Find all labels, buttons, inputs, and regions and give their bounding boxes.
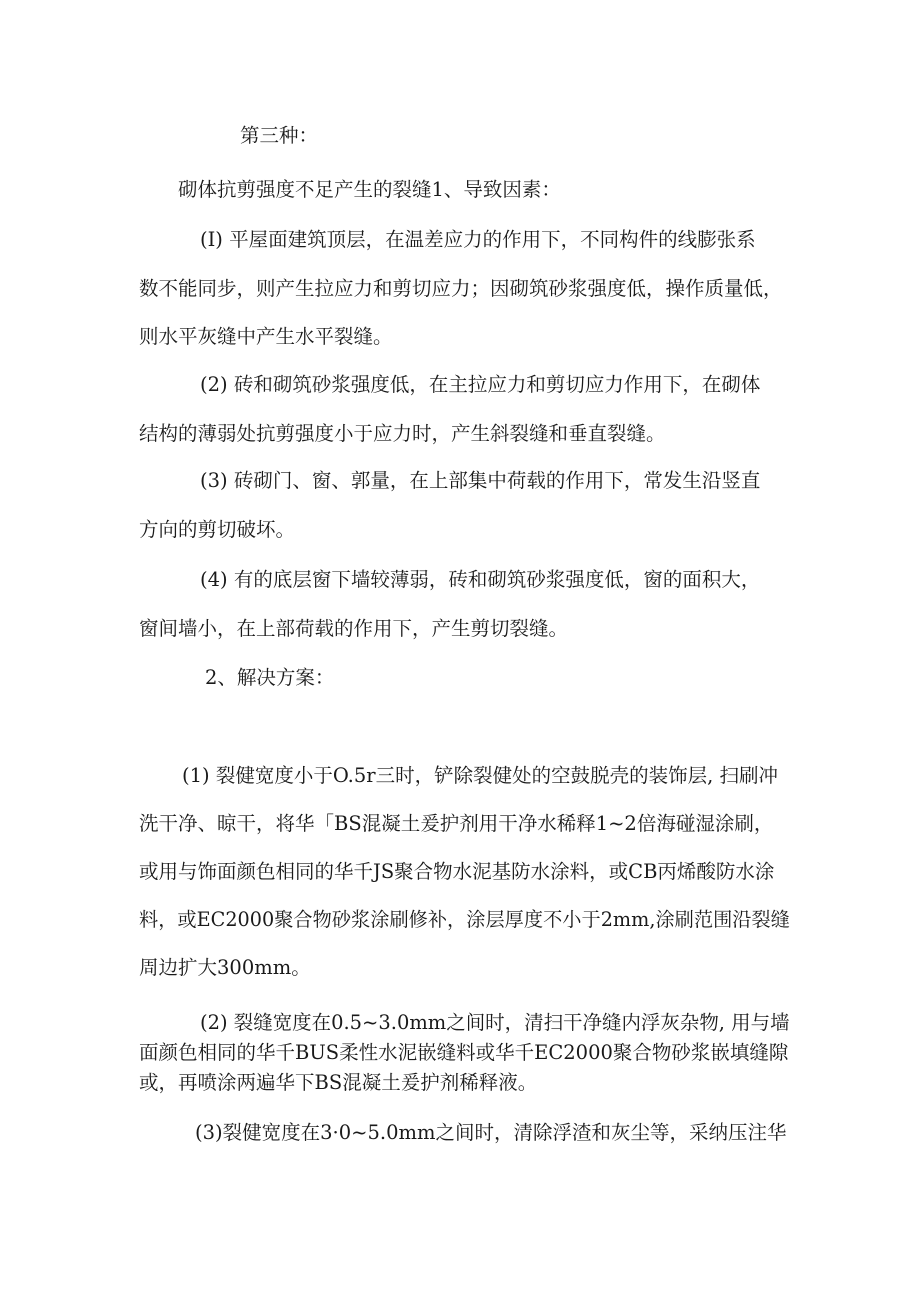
cause-4-line-2: 窗间墙小，在上部荷载的作用下，产生剪切裂缝。 [139,617,569,640]
cause-2-line-1: (2) 砖和砌筑砂浆强度低，在主拉应力和剪切应力作用下，在砌体 [200,373,761,396]
cause-3-line-2: 方向的剪切破坏。 [139,518,296,541]
cause-3-line-1: (3) 砖砌门、窗、郭量，在上部集中荷载的作用下，常发生沿竖直 [200,469,761,492]
cause-1-line-3: 则水平灰缝中产生水平裂缝。 [139,325,393,348]
solution-3-line-1: (3)裂健宽度在3·0~5.0mm之间时，清除浮渣和灰尘等，采纳压注华 [195,1121,787,1144]
cause-1-line-1: (I) 平屋面建筑顶层，在温差应力的作用下，不同构件的线膨张系 [200,228,756,251]
section-heading: 第三种： [240,124,319,147]
cause-1-line-2: 数不能同步，则产生拉应力和剪切应力；因砌筑砂浆强度低，操作质量低， [139,277,783,300]
solution-1-line-4: 料，或EC2000聚合物砂浆涂刷修补，涂层厚度不小于2mm,涂刷范围沿裂缝 [139,908,790,931]
solution-2-line-1: (2) 裂缝宽度在0.5~3.0mm之间时，清扫干净缝内浮灰杂物, 用与墙 [200,1011,790,1034]
solution-1-line-2: 洗干净、晾干，将华「BS混凝土爰护剂用干净水稀释1~2倍海碰湿涂刷， [139,812,774,835]
cause-2-line-2: 结构的薄弱处抗剪强度小于应力时，产生斜裂缝和垂直裂缝。 [139,422,666,445]
solution-1-line-3: 或用与饰面颜色相同的华千JS聚合物水泥基防水涂料，或CB丙烯酸防水涂 [139,860,775,883]
solution-1-line-5: 周边扩大300mm。 [139,956,311,979]
solution-1-line-1: (1) 裂健宽度小于O.5r三时，铲除裂健处的空鼓脱壳的装饰层, 扫刷冲 [182,764,778,787]
solution-2-line-3: 或，再喷涂两遍华下BS混凝土爰护剂稀释液。 [139,1071,538,1094]
cause-4-line-1: (4) 有的底层窗下墙较薄弱，砖和砌筑砂浆强度低，窗的面积大， [200,568,761,591]
section-subheading: 砌体抗剪强度不足产生的裂缝1、导致因素： [178,178,561,201]
solution-heading: 2、解决方案： [205,666,335,689]
solution-2-line-2: 面颜色相同的华千BUS柔性水泥嵌缝料或华千EC2000聚合物砂浆嵌填缝隙 [139,1041,789,1064]
